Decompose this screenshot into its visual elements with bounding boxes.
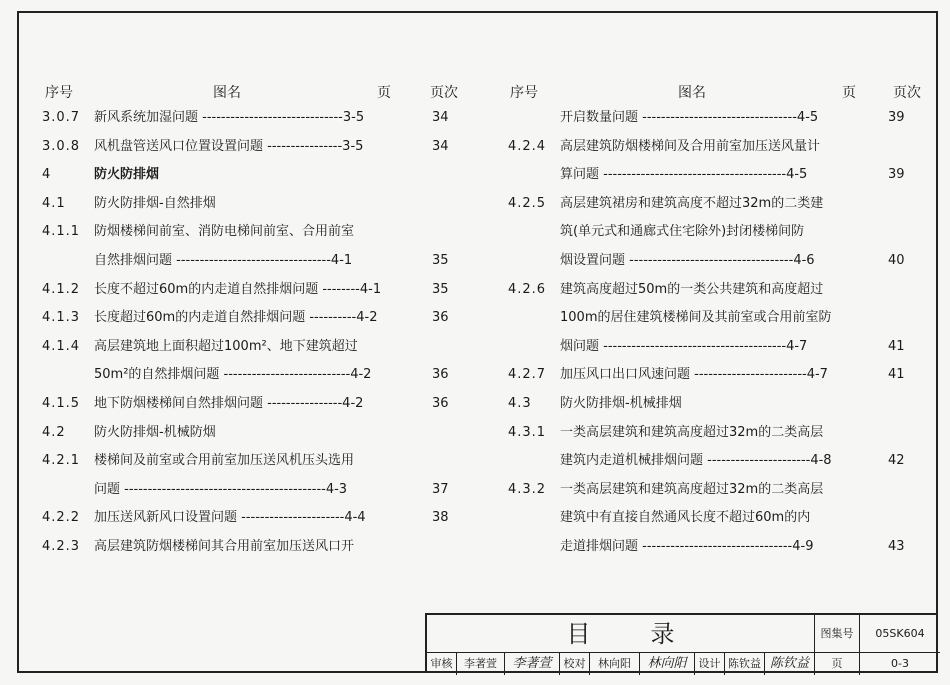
toc-page: 36 — [432, 396, 449, 411]
toc-title: 50m²的自然排烟问题 ---------------------------4-2 — [94, 367, 372, 383]
toc-title: 防火防排烟-机械排烟 — [560, 396, 682, 411]
reviewer-signature: 李著萱 — [505, 653, 560, 675]
toc-title: 建筑高度超过50m的一类公共建筑和高度超过 — [560, 281, 824, 297]
toc-title: 开启数量问题 ---------------------------------4-5 — [560, 110, 819, 125]
toc-title: 烟问题 ---------------------------------------4-7 — [560, 338, 808, 354]
toc-title: 问题 -------------------------------------------4-3 — [94, 481, 348, 497]
toc-page: 35 — [432, 281, 449, 297]
title-block-title: 目录 — [427, 615, 815, 653]
toc-title: 一类高层建筑和建筑高度超过32m的二类高层 — [560, 424, 824, 440]
toc-row — [508, 392, 938, 416]
toc-row — [42, 535, 472, 559]
toc-number: 3.0.8 — [42, 138, 81, 154]
toc-number: 4.2.7 — [508, 367, 547, 383]
toc-row — [508, 163, 938, 187]
toc-row — [508, 135, 938, 159]
toc-page: 41 — [888, 367, 905, 383]
toc-title: 自然排烟问题 ---------------------------------4-1 — [94, 253, 353, 268]
toc-title: 楼梯间及前室或合用前室加压送风机压头选用 — [94, 453, 355, 469]
right-header-seq: 序号 — [510, 85, 538, 101]
toc-row — [42, 449, 472, 473]
right-header-page: 页 — [842, 85, 856, 101]
toc-number: 4.2.3 — [42, 539, 81, 554]
toc-row — [42, 392, 472, 416]
toc-row — [508, 335, 938, 359]
toc-number: 4.3.1 — [508, 424, 547, 440]
designer-signature: 陈钦益 — [765, 653, 815, 675]
toc-page: 43 — [888, 539, 905, 554]
design-label: 设计 — [695, 653, 725, 675]
toc-row — [42, 163, 472, 187]
toc-page: 34 — [432, 110, 449, 125]
left-header-pages: 页次 — [430, 85, 458, 101]
page-number: 0-3 — [891, 657, 909, 670]
toc-page: 42 — [888, 453, 905, 469]
toc-page: 41 — [888, 338, 905, 354]
toc-title: 筑(单元式和通廊式住宅除外)封闭楼梯间防 — [560, 224, 805, 240]
toc-number: 4.2.2 — [42, 510, 81, 526]
atlas-number: 05SK604 — [860, 615, 940, 653]
toc-title: 长度超过60m的内走道自然排烟问题 ----------4-2 — [94, 310, 378, 326]
toc-row — [42, 220, 472, 244]
toc-page: 36 — [432, 310, 449, 326]
toc-row — [42, 363, 472, 387]
toc-row — [508, 220, 938, 244]
toc-row — [508, 249, 938, 273]
toc-page: 39 — [888, 167, 905, 183]
toc-row — [508, 278, 938, 302]
reviewer-name: 李著萱 — [457, 653, 505, 675]
check-label: 校对 — [560, 653, 590, 675]
toc-row — [508, 506, 938, 530]
toc-row — [508, 535, 938, 559]
toc-row — [508, 192, 938, 216]
toc-number: 4.2.4 — [508, 138, 547, 154]
toc-row — [42, 506, 472, 530]
toc-row — [42, 306, 472, 330]
checker-name: 林向阳 — [590, 653, 640, 675]
left-header-name: 图名 — [213, 85, 241, 101]
toc-page: 37 — [432, 481, 449, 497]
toc-page: 38 — [432, 510, 449, 526]
designer-name: 陈钦益 — [725, 653, 765, 675]
toc-row — [42, 249, 472, 273]
toc-row — [508, 306, 938, 330]
toc-page: 34 — [432, 138, 449, 154]
toc-row — [42, 106, 472, 130]
toc-row — [508, 106, 938, 130]
toc-number: 4.1.5 — [42, 396, 81, 411]
toc-number: 3.0.7 — [42, 110, 81, 125]
toc-number: 4.1.3 — [42, 310, 81, 326]
toc-title: 100m的居住建筑楼梯间及其前室或合用前室防 — [560, 310, 832, 326]
title-block — [425, 613, 938, 673]
page-label: 页 — [815, 653, 860, 675]
toc-row — [508, 478, 938, 502]
toc-number: 4.2.5 — [508, 195, 547, 211]
right-header-pages: 页次 — [893, 85, 921, 101]
checker-signature: 林向阳 — [640, 653, 695, 675]
toc-title: 高层建筑裙房和建筑高度不超过32m的二类建 — [560, 195, 824, 211]
toc-title: 建筑内走道机械排烟问题 ----------------------4-8 — [560, 453, 832, 469]
toc-page: 39 — [888, 110, 905, 125]
toc-title: 算问题 ---------------------------------------4-5 — [560, 167, 808, 183]
toc-number: 4.2 — [42, 424, 66, 440]
toc-title: 走道排烟问题 --------------------------------4-9 — [560, 539, 814, 554]
toc-row — [42, 478, 472, 502]
toc-title: 防烟楼梯间前室、消防电梯间前室、合用前室 — [94, 224, 355, 240]
toc-title: 加压风口出口风速问题 ------------------------4-7 — [560, 367, 828, 383]
toc-title: 地下防烟楼梯间自然排烟问题 ----------------4-2 — [94, 396, 364, 411]
toc-page: 40 — [888, 253, 905, 268]
toc-row — [42, 278, 472, 302]
toc-title: 风机盘管送风口位置设置问题 ----------------3-5 — [94, 138, 364, 154]
toc-row — [508, 449, 938, 473]
toc-number: 4.2.1 — [42, 453, 81, 469]
toc-title: 新风系统加湿问题 ------------------------------3-5 — [94, 110, 365, 125]
right-header-name: 图名 — [678, 85, 706, 101]
toc-number: 4.1 — [42, 195, 66, 211]
toc-number: 4.1.4 — [42, 338, 81, 354]
toc-number: 4.3 — [508, 396, 532, 411]
toc-title: 防火防排烟-自然排烟 — [94, 195, 216, 211]
toc-title: 一类高层建筑和建筑高度超过32m的二类高层 — [560, 481, 824, 497]
toc-number: 4.3.2 — [508, 481, 547, 497]
toc-row — [508, 421, 938, 445]
toc-title: 高层建筑地上面积超过100m²、地下建筑超过 — [94, 338, 358, 354]
toc-title: 高层建筑防烟楼梯间及合用前室加压送风量计 — [560, 138, 821, 154]
toc-title: 高层建筑防烟楼梯间其合用前室加压送风口开 — [94, 539, 355, 554]
toc-row — [42, 335, 472, 359]
toc-number: 4.1.2 — [42, 281, 81, 297]
review-label: 审核 — [427, 653, 457, 675]
toc-title: 长度不超过60m的内走道自然排烟问题 --------4-1 — [94, 281, 382, 297]
toc-row — [42, 421, 472, 445]
toc-row — [42, 135, 472, 159]
toc-number: 4.2.6 — [508, 281, 547, 297]
atlas-label: 图集号 — [815, 615, 860, 653]
toc-title: 防火防排烟-机械防烟 — [94, 424, 216, 440]
toc-row — [508, 363, 938, 387]
toc-page: 36 — [432, 367, 449, 383]
toc-number: 4 — [42, 167, 52, 183]
toc-title: 建筑中有直接自然通风长度不超过60m的内 — [560, 510, 811, 526]
toc-row — [42, 192, 472, 216]
left-header-page: 页 — [377, 85, 391, 101]
toc-page: 35 — [432, 253, 449, 268]
toc-title: 加压送风新风口设置问题 ----------------------4-4 — [94, 510, 366, 526]
toc-number: 4.1.1 — [42, 224, 81, 240]
toc-title: 防火防排烟 — [94, 167, 160, 183]
toc-title: 烟设置问题 -----------------------------------4-6 — [560, 253, 815, 268]
left-header-seq: 序号 — [45, 85, 73, 101]
